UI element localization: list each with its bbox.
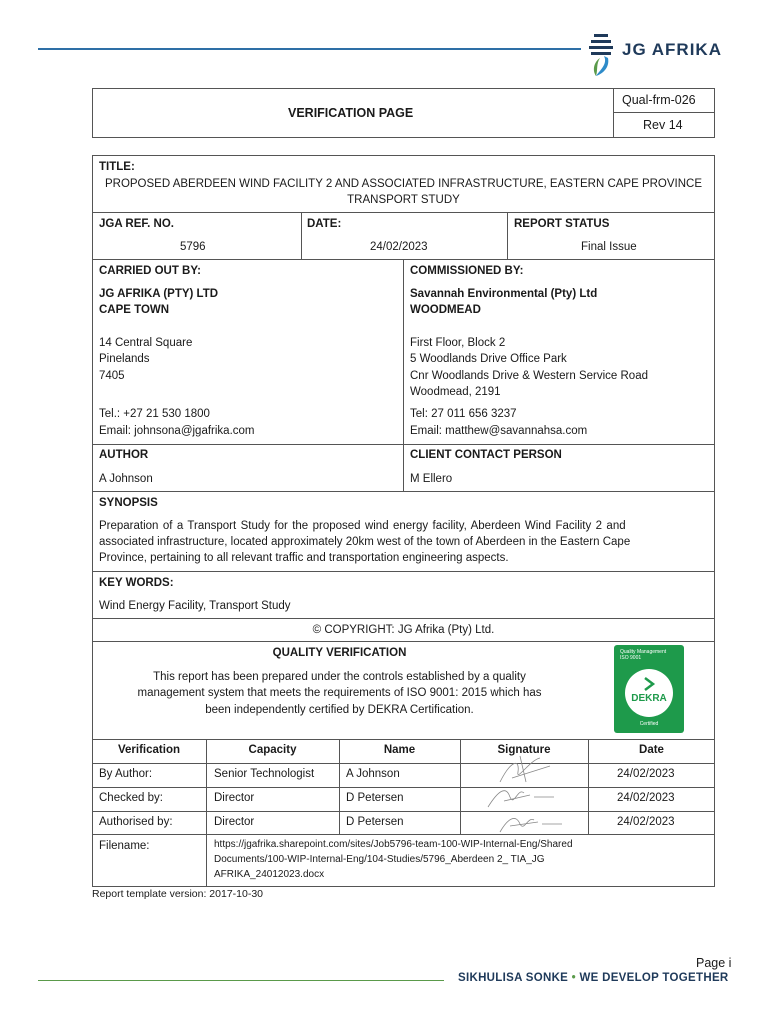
badge-circle (625, 669, 673, 717)
badge-top-text: Quality Management (620, 649, 667, 655)
form-code: Qual-frm-026 (622, 93, 696, 107)
divider (403, 259, 404, 491)
carried-out-email: Email: johnsona@jgafrika.com (99, 425, 255, 437)
page-title: VERIFICATION PAGE (288, 106, 414, 120)
client-contact-label: CLIENT CONTACT PERSON (410, 449, 562, 461)
page-number: Page i (696, 956, 732, 970)
commissioned-label: COMMISSIONED BY: (410, 265, 524, 277)
divider (92, 618, 715, 619)
filename-line: https://jgafrika.sharepoint.com/sites/Job5796-team-100-WIP-Internal-Eng/Shared (214, 839, 573, 850)
author-value: A Johnson (99, 473, 153, 485)
footer-right: WE DEVELOP TOGETHER (579, 972, 729, 984)
col-header-verification: Verification (118, 744, 180, 756)
carried-out-label: CARRIED OUT BY: (99, 265, 202, 277)
divider (92, 212, 715, 213)
synopsis-line: Preparation of a Transport Study for the proposed wind energy facility, Aberdeen Wind Facility 2 and (99, 520, 626, 532)
signature-checked (484, 781, 564, 811)
synopsis-line: associated infrastructure, located approximately 20km west of the town of Aberdeen in the Eastern Cape (99, 536, 631, 548)
col-header-capacity: Capacity (248, 744, 297, 756)
carried-out-address-line: 14 Central Square (99, 337, 193, 349)
badge-bottom-text: Certified (639, 721, 659, 727)
divider (92, 763, 715, 764)
divider (92, 491, 715, 492)
row-role: Checked by: (99, 792, 163, 804)
col-header-date: Date (639, 744, 664, 756)
row-name: D Petersen (346, 792, 404, 804)
report-title-line1: PROPOSED ABERDEEN WIND FACILITY 2 AND ASSOCIATED INFRASTRUCTURE, EASTERN CAPE PROVINCE (104, 178, 703, 190)
carried-out-address-line: 7405 (99, 370, 125, 382)
signature-authorised (494, 808, 570, 836)
date-value: 24/02/2023 (370, 241, 428, 253)
keywords-label: KEY WORDS: (99, 577, 174, 589)
template-version: Report template version: 2017-10-30 (92, 888, 264, 900)
row-capacity: Director (214, 816, 255, 828)
footer-rule (38, 980, 444, 981)
commissioned-address-line: Cnr Woodlands Drive & Western Service Road (410, 370, 648, 382)
divider (507, 212, 508, 259)
row-capacity: Director (214, 792, 255, 804)
keywords-value: Wind Energy Facility, Transport Study (99, 600, 291, 612)
carried-out-tel: Tel.: +27 21 530 1800 (99, 408, 210, 420)
title-label: TITLE: (99, 161, 135, 173)
badge-text: DEKRA (631, 693, 667, 704)
row-date: 24/02/2023 (617, 792, 675, 804)
company-name: JG AFRIKA (622, 40, 722, 59)
commissioned-email: Email: matthew@savannahsa.com (410, 425, 588, 437)
carried-out-address-line: Pinelands (99, 353, 150, 365)
status-label: REPORT STATUS (514, 218, 610, 230)
divider (613, 112, 715, 113)
ref-value: 5796 (180, 241, 206, 253)
row-name: A Johnson (346, 768, 400, 780)
report-title-line2: TRANSPORT STUDY (347, 194, 460, 206)
ref-label: JGA REF. NO. (99, 218, 174, 230)
row-role: Authorised by: (99, 816, 173, 828)
divider (92, 787, 715, 788)
quality-line: been independently certified by DEKRA Certification. (205, 704, 474, 716)
header-rule (38, 48, 581, 50)
row-role: By Author: (99, 768, 153, 780)
synopsis-line: Province, pertaining to all relevant traffic and transportation engineering aspects. (99, 552, 509, 564)
divider (92, 739, 715, 740)
commissioned-address-line: Woodmead, 2191 (410, 386, 501, 398)
commissioned-tel: Tel: 27 011 656 3237 (410, 408, 517, 420)
quality-line: management system that meets the requirements of ISO 9001: 2015 which has (137, 687, 542, 699)
divider (92, 811, 715, 812)
commissioned-city: WOODMEAD (410, 304, 481, 316)
commissioned-address-line: First Floor, Block 2 (410, 337, 506, 349)
synopsis-label: SYNOPSIS (99, 497, 158, 509)
commissioned-address-line: 5 Woodlands Drive Office Park (410, 353, 567, 365)
carried-out-city: CAPE TOWN (99, 304, 170, 316)
quality-line: This report has been prepared under the controls established by a quality (153, 671, 526, 683)
col-header-name: Name (383, 744, 416, 756)
filename-label: Filename: (99, 840, 150, 852)
client-contact-value: M Ellero (410, 473, 453, 485)
commissioned-company: Savannah Environmental (Pty) Ltd (410, 288, 598, 300)
filename-line: AFRIKA_24012023.docx (214, 869, 325, 880)
divider (301, 212, 302, 259)
footer-separator: • (571, 972, 576, 984)
status-value: Final Issue (581, 241, 637, 253)
divider (613, 88, 614, 138)
dekra-arrow-icon (642, 677, 656, 691)
revision: Rev 14 (643, 118, 683, 132)
divider (92, 444, 715, 445)
quality-title: QUALITY VERIFICATION (272, 647, 407, 659)
row-capacity: Senior Technologist (214, 768, 315, 780)
footer-left: SIKHULISA SONKE (458, 972, 569, 984)
divider (206, 739, 207, 887)
dekra-certification-badge (614, 645, 684, 733)
author-label: AUTHOR (99, 449, 149, 461)
date-label: DATE: (307, 218, 342, 230)
filename-line: Documents/100-WIP-Internal-Eng/104-Studies/5796_Aberdeen 2_ TIA_JG (214, 854, 545, 865)
col-header-signature: Signature (497, 744, 551, 756)
row-date: 24/02/2023 (617, 816, 675, 828)
row-date: 24/02/2023 (617, 768, 675, 780)
footer-tagline (458, 972, 729, 984)
badge-iso-text: ISO 9001 (620, 655, 642, 661)
copyright: © COPYRIGHT: JG Afrika (Pty) Ltd. (312, 624, 495, 636)
divider (92, 571, 715, 572)
row-name: D Petersen (346, 816, 404, 828)
divider (92, 834, 715, 835)
divider (92, 641, 715, 642)
carried-out-company: JG AFRIKA (PTY) LTD (99, 288, 219, 300)
